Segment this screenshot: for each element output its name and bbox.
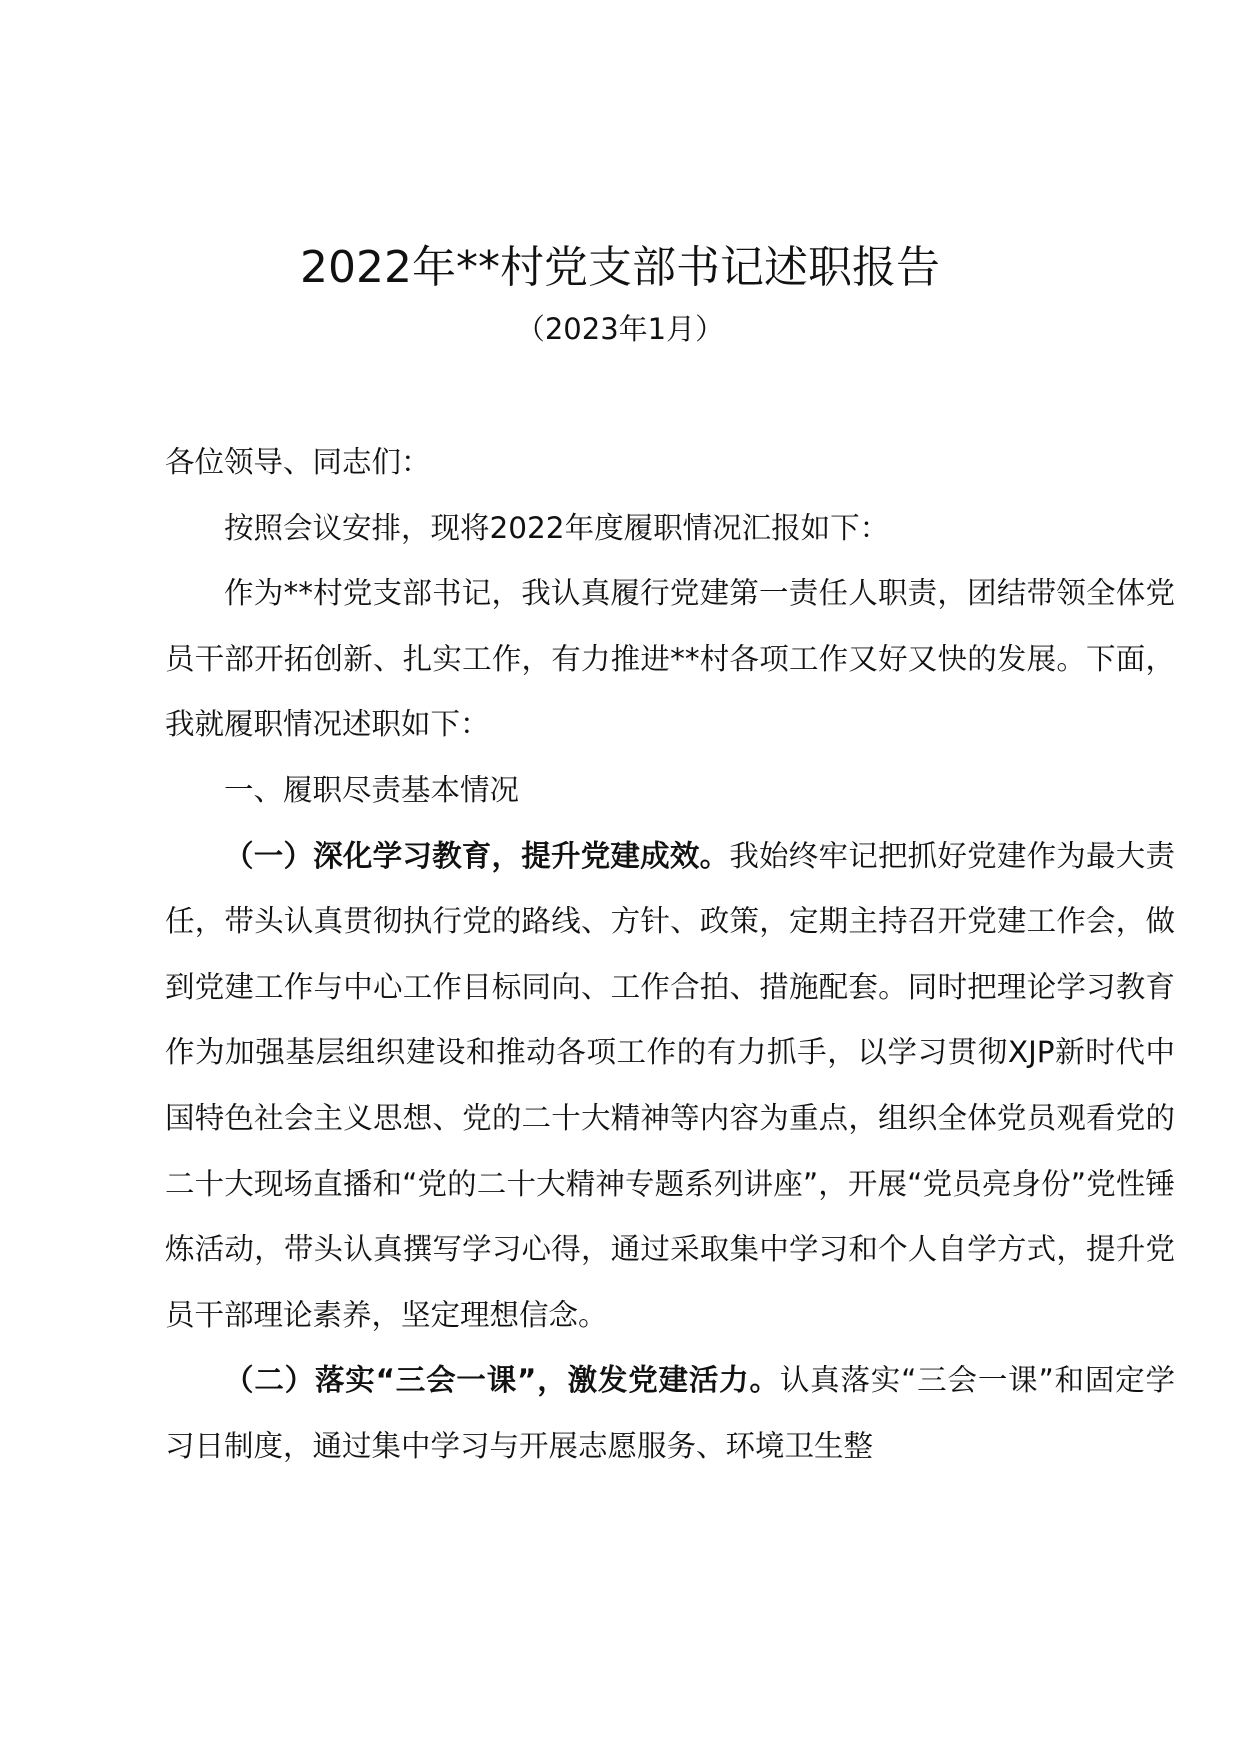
subsection-1-heading: （一）深化学习教育，提升党建成效。 bbox=[224, 838, 730, 873]
subsection-2-text: 认真落实“三会一课”和固定学习日制度，通过集中学习与开展志愿服务、环境卫生整 bbox=[165, 1363, 1175, 1463]
subsection-1-paragraph bbox=[165, 824, 1175, 1349]
subsection-1-text: 我始终牢记把抓好党建作为最大责任，带头认真贯彻执行党的路线、方针、政策，定期主持召开党建工作会，做到党建工作与中心工作目标同向、工作合拍、措施配套。同时把理论学习教育作为加强基层组织建设和推动各项工作的有力抓手，以学习贯彻XJP新时代中国特色社会主义思想、党的二十大精神等内容为重点，组织全体党员观看党的二十大现场直播和“党的二十大精神专题系列讲座”，开展“党员亮身份”党性锤炼活动，带头认真撰写学习心得，通过采取集中学习和个人自学方式，提升党员干部理论素养，坚定理想信念。 bbox=[165, 838, 1175, 1332]
subsection-2-paragraph bbox=[165, 1348, 1175, 1479]
role-paragraph: 作为**村党支部书记，我认真履行党建第一责任人职责，团结带领全体党员干部开拓创新、扎实工作，有力推进**村各项工作又好又快的发展。下面，我就履职情况述职如下： bbox=[165, 576, 1175, 742]
document-title: 2022年**村党支部书记述职报告 bbox=[300, 242, 940, 293]
subsection-2-heading: （二）落实“三会一课”，激发党建活力。 bbox=[224, 1363, 780, 1398]
salutation: 各位领导、同志们： bbox=[165, 445, 431, 479]
document-date: （2023年1月） bbox=[515, 312, 725, 346]
intro-paragraph: 按照会议安排，现将2022年度履职情况汇报如下： bbox=[224, 510, 890, 545]
section-1-heading: 一、履职尽责基本情况 bbox=[224, 772, 520, 807]
document-body bbox=[165, 430, 1175, 1480]
